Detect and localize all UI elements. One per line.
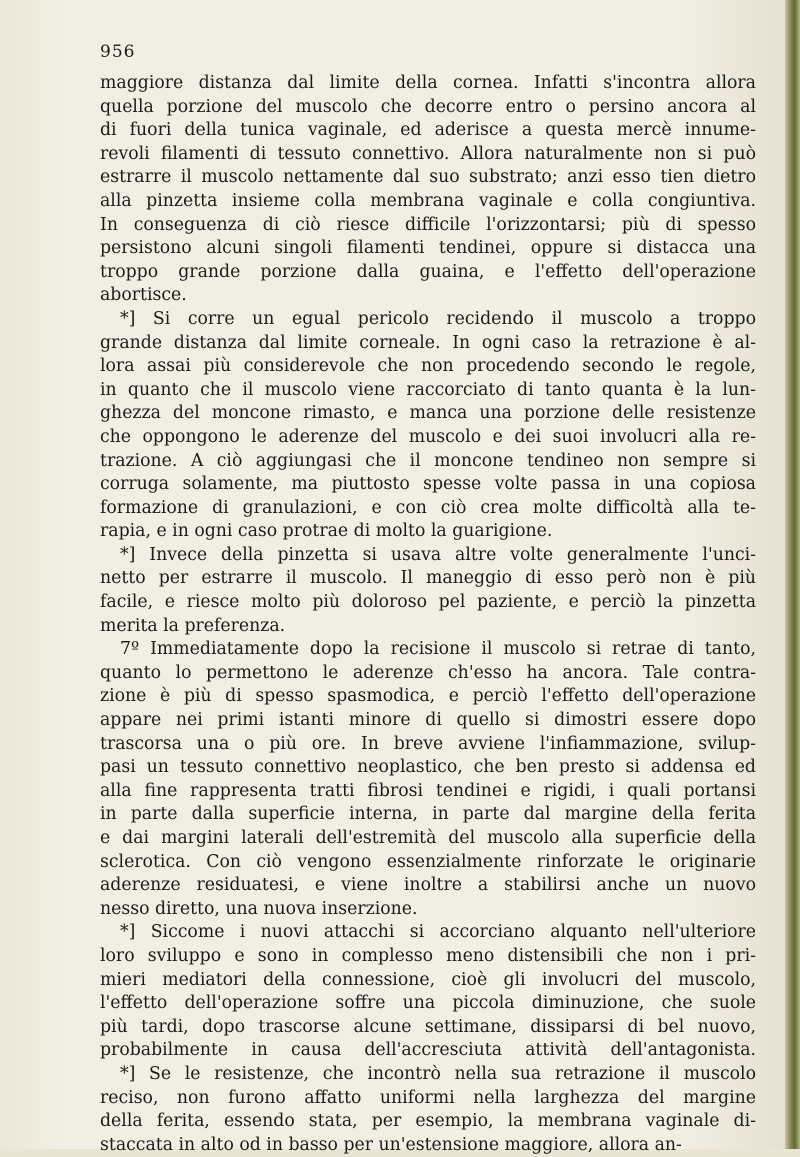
- text-line: loro sviluppo e sono in complesso meno distensibili che non i pri-: [100, 945, 756, 966]
- text-line: formazione di granulazioni, e con ciò crea molte difficoltà alla te-: [100, 497, 756, 518]
- text-line: persistono alcuni singoli filamenti tendinei, oppure si distacca una: [100, 238, 756, 259]
- text-line: *] Si corre un egual pericolo recidendo il muscolo a troppo: [120, 308, 756, 329]
- text-line: maggiore distanza dal limite della cornea. Infatti s'incontra allora: [100, 73, 756, 93]
- text-line: abortisce.: [100, 285, 187, 306]
- text-line: staccata in alto od in basso per un'estensione maggiore, allora an-: [100, 1134, 682, 1155]
- text-line: corruga solamente, ma piuttosto spesse volte passa in una copiosa: [100, 474, 756, 495]
- text-line: appare nei primi istanti minore di quello si dimostri essere dopo: [100, 710, 756, 731]
- text-line: mieri mediatori della connessione, cioè gli involucri del muscolo,: [100, 969, 756, 990]
- text-line: ghezza del moncone rimasto, e manca una porzione delle resistenze: [100, 403, 756, 424]
- text-line: in quanto che il muscolo viene raccorciato di tanto quanta è la lun-: [100, 379, 756, 400]
- text-line: netto per estrarre il muscolo. Il maneggio di esso però non è più: [100, 568, 756, 589]
- text-line: facile, e riesce molto più doloroso pel paziente, e perciò la pinzetta: [100, 592, 756, 613]
- text-line: *] Se le resistenze, che incontrò nella sua retrazione il muscolo: [120, 1063, 756, 1084]
- text-line: *] Invece della pinzetta si usava altre volte generalmente l'unci-: [120, 544, 756, 565]
- text-line: della ferita, essendo stata, per esempio, la membrana vaginale di-: [100, 1111, 756, 1132]
- text-line: quella porzione del muscolo che decorre entro o persino ancora al: [100, 96, 756, 117]
- page-number: 956: [100, 42, 136, 62]
- text-line: aderenze residuatesi, e viene inoltre a stabilirsi anche un nuovo: [100, 875, 756, 896]
- text-line: sclerotica. Con ciò vengono essenzialmente rinforzate le originarie: [100, 851, 756, 872]
- text-line: quanto lo permettono le aderenze ch'esso ha ancora. Tale contra-: [100, 662, 756, 683]
- text-line: probabilmente in causa dell'accresciuta attività dell'antagonista.: [100, 1040, 756, 1061]
- text-line: In conseguenza di ciò riesce difficile l'orizzontarsi; più di spesso: [100, 214, 756, 235]
- text-line: alla fine rappresenta tratti fibrosi tendinei e rigidi, i quali portansi: [100, 780, 756, 801]
- text-line: l'effetto dell'operazione soffre una piccola diminuzione, che suole: [100, 993, 756, 1014]
- text-line: trazione. A ciò aggiungasi che il moncone tendineo non sempre si: [100, 450, 756, 471]
- text-line: lora assai più considerevole che non procedendo secondo le regole,: [100, 356, 756, 377]
- text-line: in parte dalla superficie interna, in parte dal margine della ferita: [100, 804, 756, 825]
- text-line: *] Siccome i nuovi attacchi si accorciano alquanto nell'ulteriore: [120, 922, 756, 943]
- text-line: alla pinzetta insieme colla membrana vaginale e colla congiuntiva.: [100, 190, 756, 211]
- text-line: trascorsa una o più ore. In breve avviene l'infiammazione, svilup-: [100, 733, 756, 754]
- text-line: di fuori della tunica vaginale, ed aderisce a questa mercè innume-: [100, 120, 756, 141]
- text-line: revoli filamenti di tessuto connettivo. Allora naturalmente non si può: [100, 143, 756, 164]
- text-line: 7º Immediatamente dopo la recisione il muscolo si retrae di tanto,: [120, 639, 756, 660]
- text-line: grande distanza dal limite corneale. In ogni caso la retrazione è al-: [100, 332, 756, 353]
- text-line: troppo grande porzione dalla guaina, e l'effetto dell'operazione: [100, 261, 756, 282]
- text-line: zione è più di spesso spasmodica, e perciò l'effetto dell'operazione: [100, 686, 756, 707]
- text-line: che oppongono le aderenze del muscolo e dei suoi involucri alla re-: [100, 426, 756, 447]
- text-line: nesso diretto, una nuova inserzione.: [100, 898, 418, 919]
- text-line: più tardi, dopo trascorse alcune settimane, dissiparsi di bel nuovo,: [100, 1016, 756, 1037]
- text-line: merita la preferenza.: [100, 615, 286, 636]
- text-line: estrarre il muscolo nettamente dal suo substrato; anzi esso tien dietro: [100, 167, 756, 188]
- text-line: reciso, non furono affatto uniformi nella larghezza del margine: [100, 1087, 756, 1108]
- page-edge: [785, 0, 800, 1149]
- text-line: pasi un tessuto connettivo neoplastico, che ben presto si addensa ed: [100, 757, 756, 778]
- text-line: rapia, e in ogni caso protrae di molto la guarigione.: [100, 521, 553, 542]
- body-text: [100, 72, 756, 1157]
- text-line: e dai margini laterali dell'estremità del muscolo alla superficie della: [100, 828, 756, 848]
